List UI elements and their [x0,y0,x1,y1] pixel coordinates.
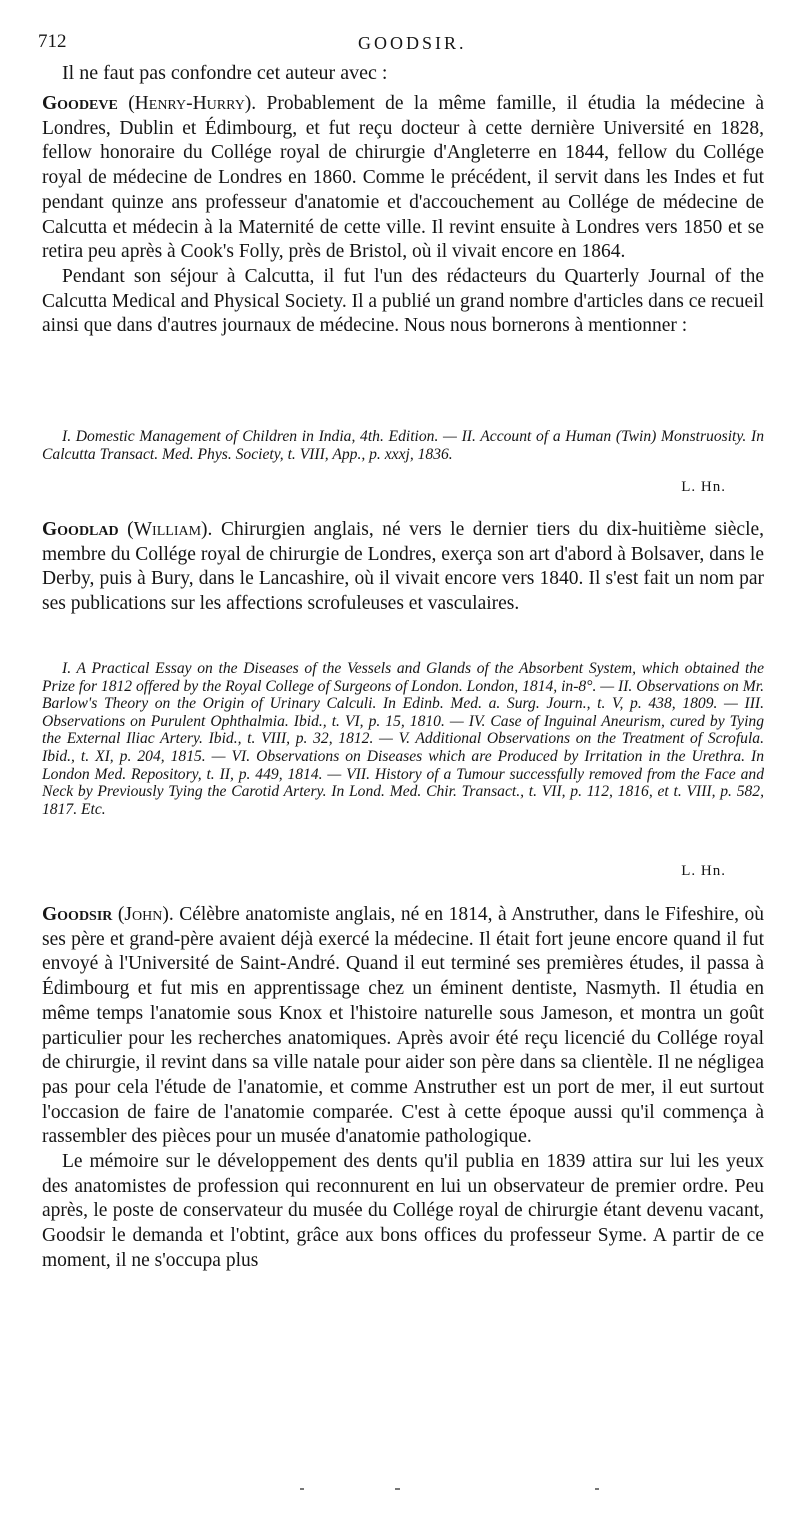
entry-goodlad [42,518,764,617]
goodlad-signature: L. Hn. [681,863,726,879]
goodeve-forename: (Henry-Hurry). [128,93,257,114]
goodeve-signature: L. Hn. [681,479,726,495]
goodeve-bibliography: I. Domestic Management of Children in India, 4th. Edition. — II. Account of a Human (Twin) Monstruosity. In Calcutta Transact. Med. Phys. Society, t. VIII, App., p. xxxj, 1836. [42,428,764,463]
goodeve-paragraph-2: Pendant son séjour à Calcutta, il fut l'un des rédacteurs du Quarterly Journal of the Calcutta Medical and Physical Society. Il a publié un grand nombre d'articles dans ce recueil ainsi que dans d'autres journaux de médecine. Nous nous bornerons à mentionner : [42,265,764,337]
goodeve-headword: Goodeve [42,93,118,114]
goodlad-paragraph-1 [42,518,764,617]
running-head: GOODSIR. [358,33,467,53]
goodlad-headword: Goodlad [42,519,119,540]
page-number: 712 [38,31,67,52]
intro-line: Il ne faut pas confondre cet auteur avec : [62,62,388,84]
goodeve-paragraph-1 [42,92,764,265]
goodsir-text-1: Célèbre anatomiste anglais, né en 1814, à Anstruther, dans le Fifeshire, où ses père et grand-père avaient déjà exercé la médecine. Il était fort jeune encore quand il fut envoyé à l'Université de Saint-André. Quand il eut terminé ses premières études, il passa à Édimbourg et fut mis en apprentissage chez un éminent dentiste, Nasmyth. Il étudia en même temps l'anatomie sous Knox et l'histoire naturelle sous Jameson, et montra un goût particulier pour les recherches anatomiques. Après avoir été reçu licencié du Collége royal de chirurgie, il revint dans sa ville natale pour aider son père dans sa clientèle. Il ne négligea pas pour cela l'étude de l'anatomie, et comme Anstruther est un port de mer, il eut surtout l'occasion de faire de l'anatomie comparée. C'est à cette époque aussi qu'il commença à rassembler des pièces pour un musée d'anatomie pathologique. [42,904,765,1148]
goodlad-text-1: Chirurgien anglais, né vers le dernier tiers du dix-huitième siècle, membre du Collége royal de chirurgie de Londres, exerça son art d'abord à Bolsaver, dans le Derby, puis à Bury, dans le Lancashire, où il vivait encore vers 1840. Il s'est fait un nom par ses publications sur les affections scrofuleuses et vasculaires. [42,519,765,615]
entry-goodeve [42,92,764,339]
goodsir-forename: (John). [117,904,174,925]
goodsir-paragraph-2: Le mémoire sur le développement des dents qu'il publia en 1839 attira sur lui les yeux des anatomistes de profession qui reconnurent en lui un observateur de premier ordre. Peu après, le poste de conservateur du musée du Collége royal de chirurgie étant devenu vacant, Goodsir le demanda et l'obtint, grâce aux bons offices du professeur Syme. A partir de ce moment, il ne s'occupa plus [42,1151,764,1271]
entry-goodsir [42,903,764,1274]
scan-artifact-marks [300,1488,680,1492]
goodsir-headword: Goodsir [42,904,113,925]
goodlad-bibliography: I. A Practical Essay on the Diseases of the Vessels and Glands of the Absorbent System, which obtained the Prize for 1812 offered by the Royal College of Surgeons of London. London, 1814, in-8°. — II. Observations on Mr. Barlow's Theory on the Origin of Urinary Calculi. In Edinb. Med. a. Surg. Journ., t. V, p. 438, 1809. — III. Observations on Purulent Ophthalmia. Ibid., t. VI, p. 15, 1810. — IV. Case of Inguinal Aneurism, cured by Tying the External Iliac Artery. Ibid., t. VIII, p. 32, 1812. — V. Additional Observations on the Treatment of Scrofula. Ibid., t. XI, p. 204, 1815. — VI. Observations on Diseases which are Produced by Irritation in the Urethra. In London Med. Repository, t. II, p. 449, 1814. — VII. History of a Tumour successfully removed from the Face and Neck by Previously Tying the Carotid Artery. In Lond. Med. Chir. Transact., t. VII, p. 112, 1816, et t. VIII, p. 582, 1817. Etc. [42,660,764,818]
goodsir-paragraph-1 [42,903,764,1150]
goodeve-text-1: Probablement de la même famille, il étudia la médecine à Londres, Dublin et Édimbourg, et fut reçu docteur à cette dernière Université en 1828, fellow honoraire du Collége royal de chirurgie d'Angleterre en 1844, fellow du Collége royal de médecine de Londres en 1860. Comme le précédent, il servit dans les Indes et fut pendant quinze ans professeur d'anatomie et d'accouchement au Collége de médecine de Calcutta et médecin à la Maternité de cette ville. Il revint ensuite à Londres vers 1850 et se retira peu après à Cook's Folly, près de Bristol, où il vivait encore en 1864. [42,93,765,263]
goodlad-forename: (William). [127,519,213,540]
